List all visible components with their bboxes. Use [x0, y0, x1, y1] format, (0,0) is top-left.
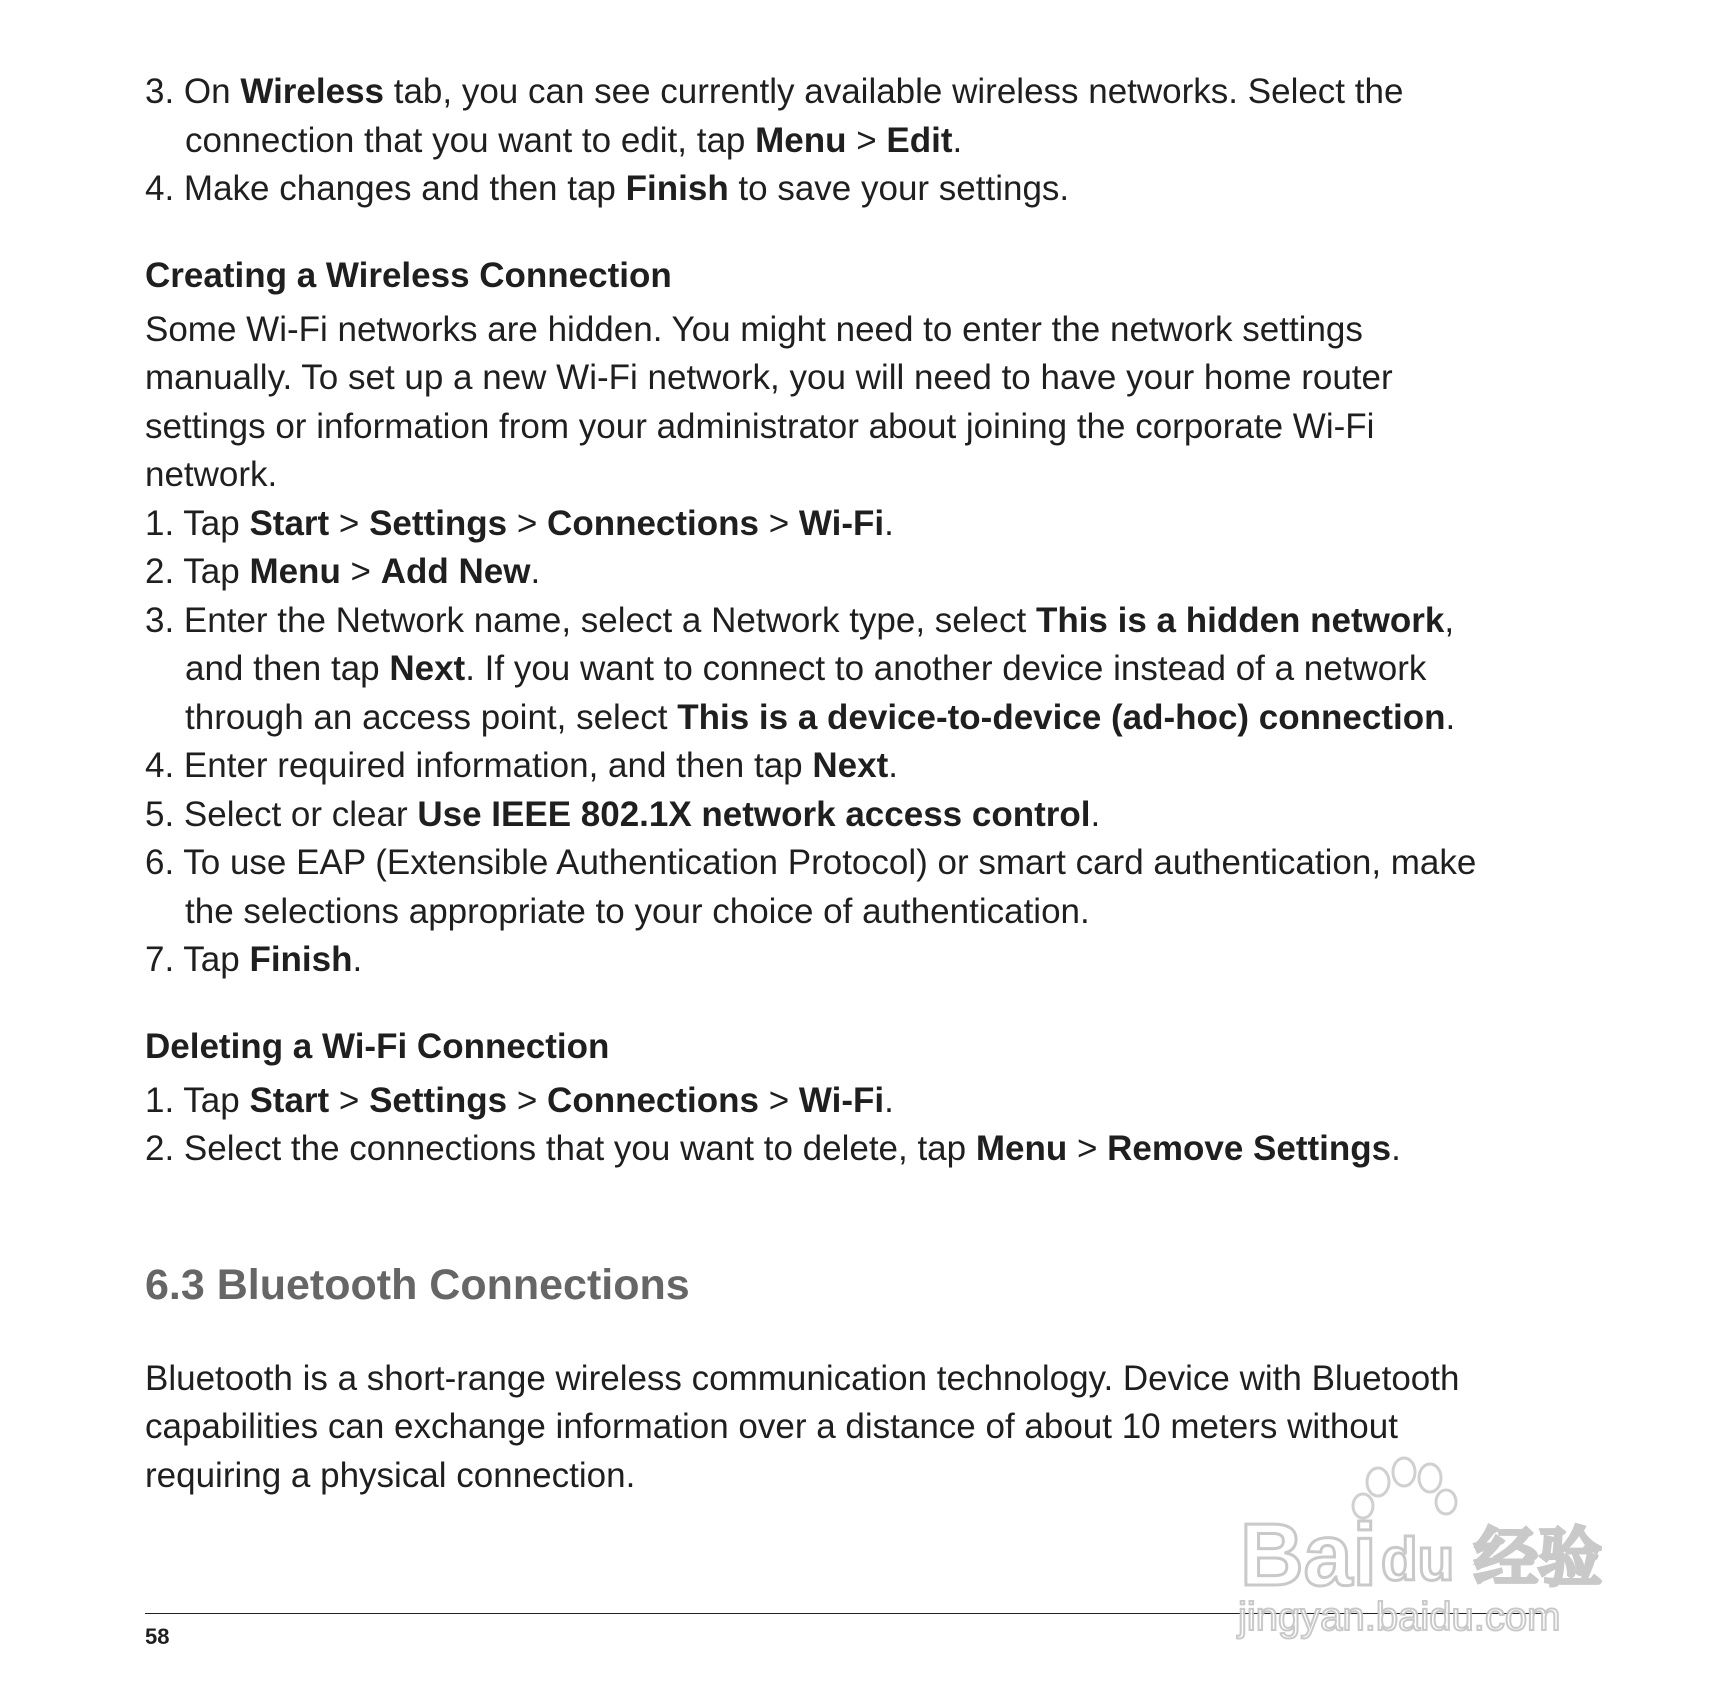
svg-text:jingyan.baidu.com: jingyan.baidu.com: [1238, 1595, 1561, 1639]
subheading-creating-connection: Creating a Wireless Connection: [145, 255, 672, 295]
paragraph-line: Some Wi-Fi networks are hidden. You might need to enter the network settings: [145, 309, 1363, 349]
list-item-continuation: the selections appropriate to your choice of authentication.: [185, 891, 1090, 931]
svg-text:Bai: Bai: [1240, 1505, 1377, 1604]
list-item: 1. Tap Start > Settings > Connections > Wi-Fi.: [145, 1080, 894, 1120]
paragraph-line: Bluetooth is a short-range wireless communication technology. Device with Bluetooth: [145, 1358, 1460, 1398]
list-item: 2. Tap Menu > Add New.: [145, 552, 541, 591]
section-title-bluetooth: 6.3 Bluetooth Connections: [145, 1260, 690, 1309]
list-item: 4. Enter required information, and then tap Next.: [145, 746, 898, 785]
paragraph-line: settings or information from your administrator about joining the corporate Wi-Fi: [145, 406, 1375, 446]
paragraph-line: manually. To set up a new Wi-Fi network, you will need to have your home router: [145, 358, 1393, 397]
paragraph-line: network.: [145, 455, 278, 494]
svg-text:du: du: [1381, 1526, 1455, 1593]
list-item: 5. Select or clear Use IEEE 802.1X network access control.: [145, 794, 1101, 834]
list-item-continuation: and then tap Next. If you want to connect to another device instead of a network: [185, 649, 1427, 688]
paragraph-line: requiring a physical connection.: [145, 1455, 636, 1495]
list-item: 1. Tap Start > Settings > Connections > Wi-Fi.: [145, 503, 894, 543]
page-number: 58: [145, 1624, 170, 1649]
svg-text:经验: 经验: [1474, 1522, 1602, 1594]
document-page: [145, 68, 1585, 1500]
list-item: 3. Enter the Network name, select a Network type, select This is a hidden network,: [145, 600, 1455, 640]
footer-divider: [145, 1613, 1545, 1614]
list-item: 7. Tap Finish.: [145, 940, 363, 979]
list-item: 3. On Wireless tab, you can see currently available wireless networks. Select the: [145, 72, 1404, 111]
subheading-deleting-connection: Deleting a Wi-Fi Connection: [145, 1026, 610, 1066]
paragraph-line: capabilities can exchange information over a distance of about 10 meters without: [145, 1407, 1398, 1446]
list-item-continuation: connection that you want to edit, tap Menu > Edit.: [185, 120, 963, 160]
list-item: 2. Select the connections that you want to delete, tap Menu > Remove Settings.: [145, 1129, 1401, 1168]
list-item-continuation: through an access point, select This is a device-to-device (ad-hoc) connection.: [185, 697, 1456, 737]
list-item: 4. Make changes and then tap Finish to save your settings.: [145, 169, 1070, 208]
list-item: 6. To use EAP (Extensible Authentication Protocol) or smart card authentication, make: [145, 843, 1477, 882]
